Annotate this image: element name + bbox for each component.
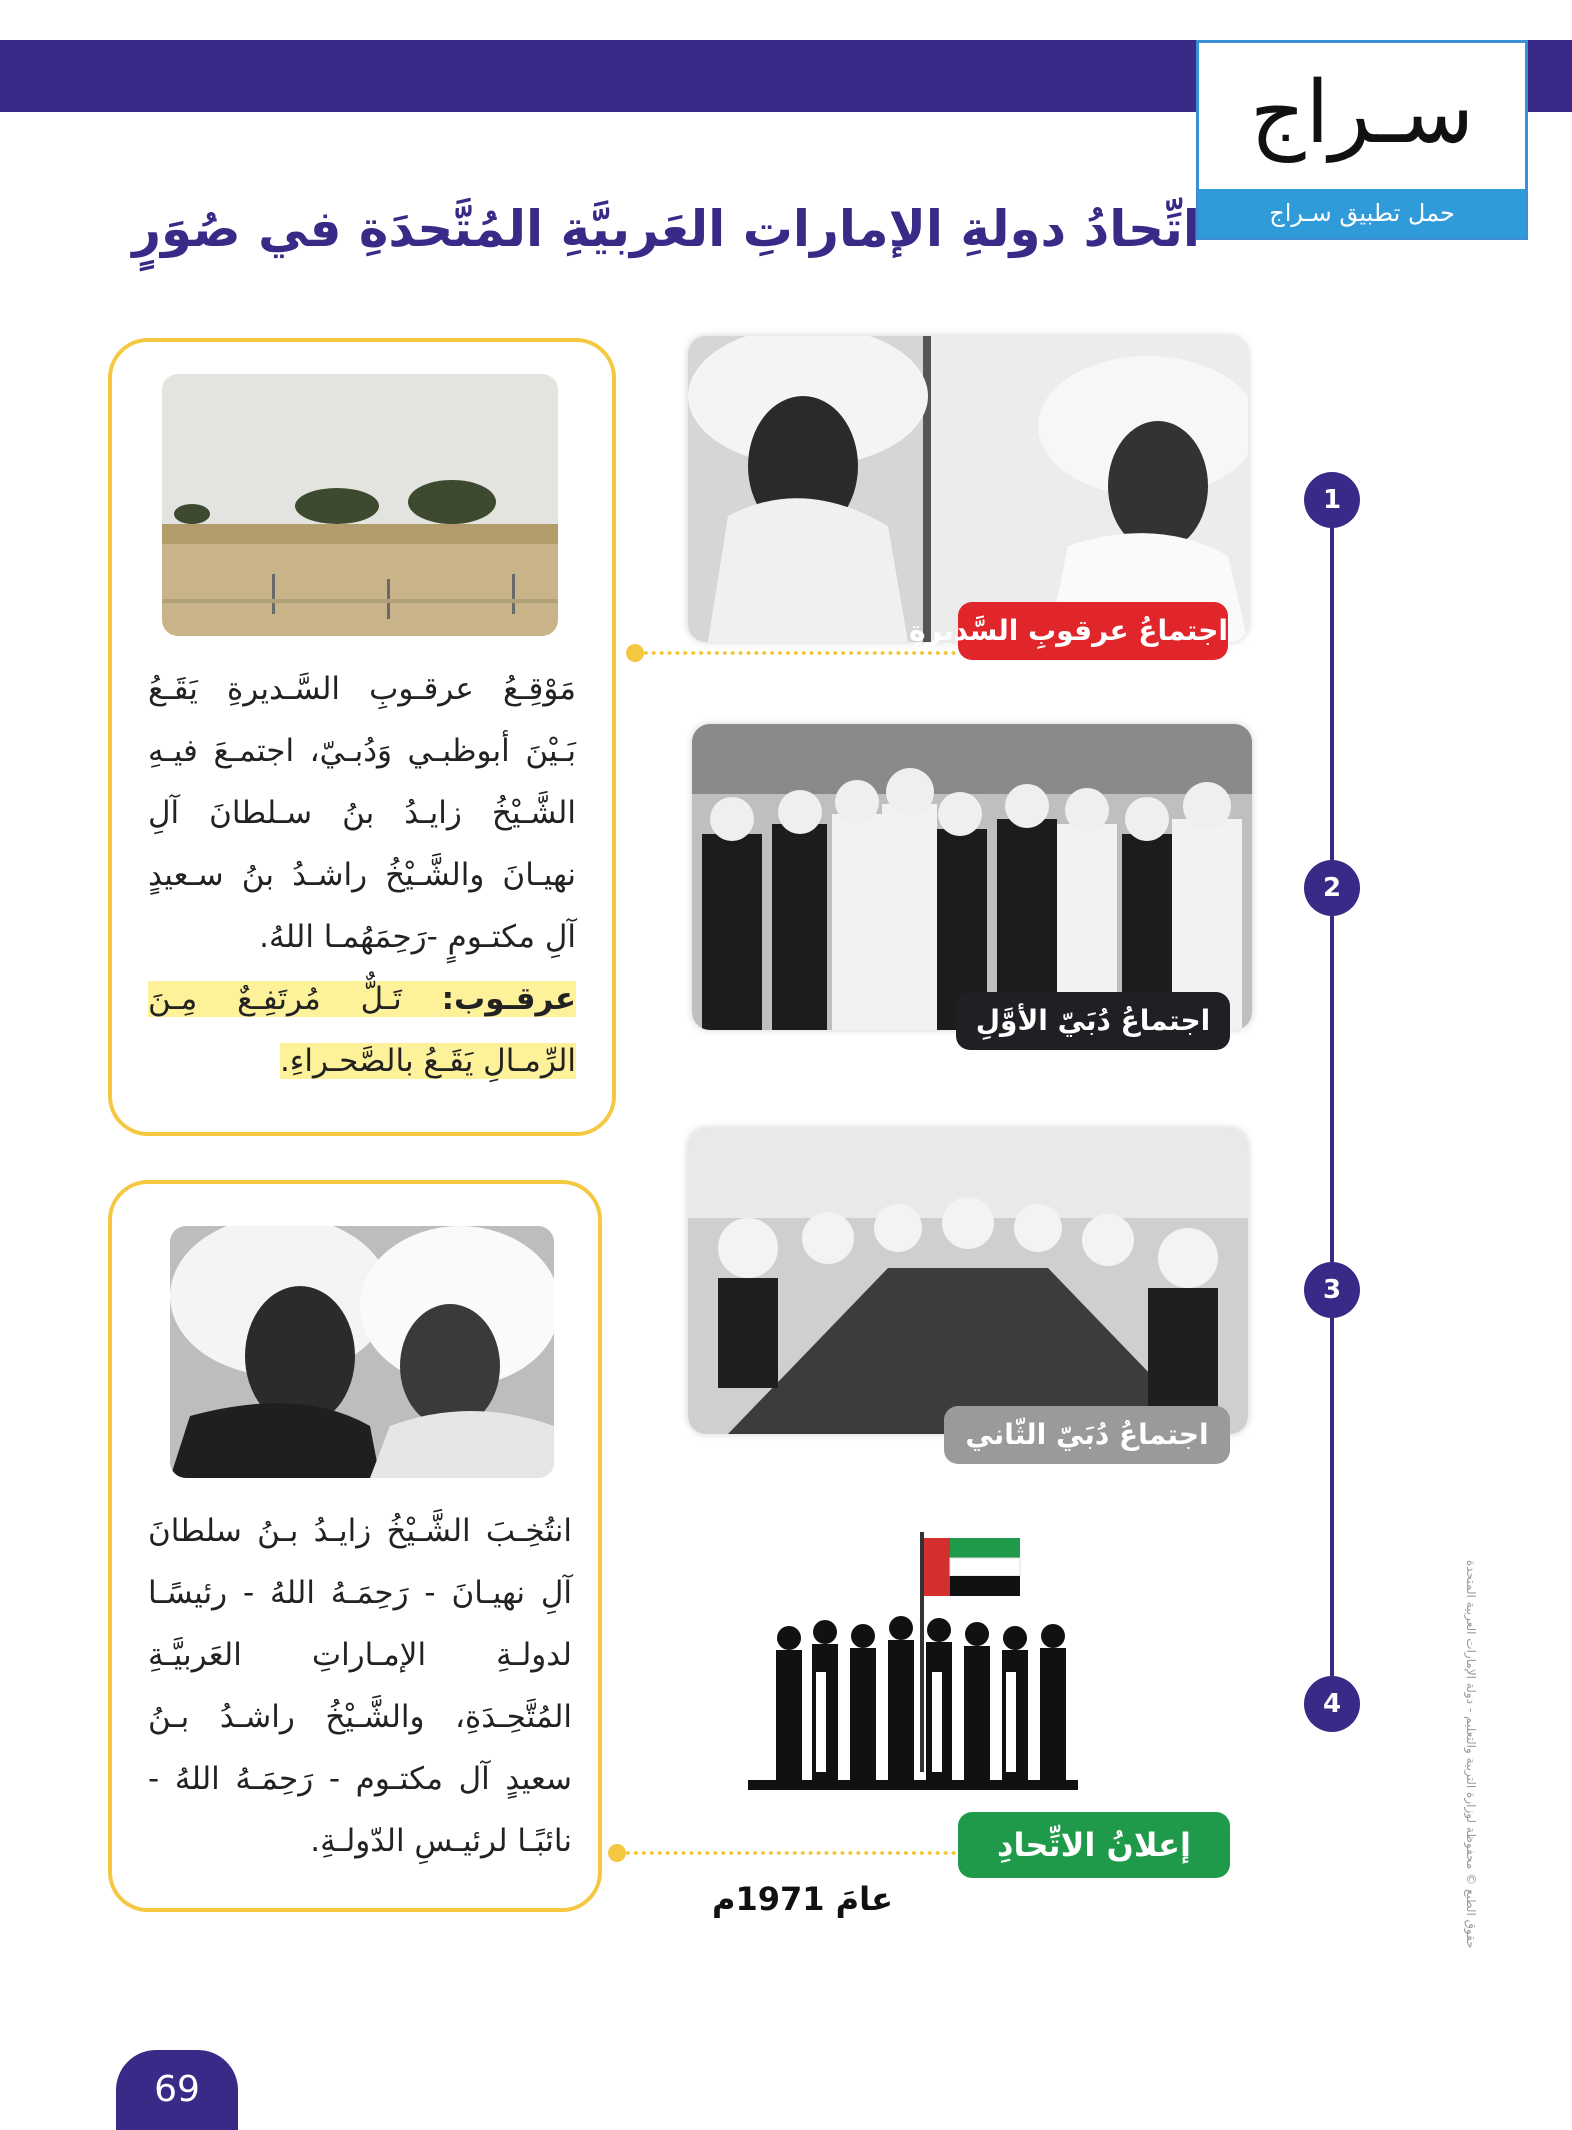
card1-glossary [148, 981, 576, 1079]
glossary-definition: تَـلٌّ مُرتَفِـعٌ مِـنَ الرِّمـالِ يَقَـعُ بالصَّحـراءِ. [148, 981, 576, 1079]
timeline-node-4: 4 [1304, 1676, 1360, 1732]
sheikhs-photo [170, 1226, 554, 1478]
timeline-node-3: 3 [1304, 1262, 1360, 1318]
timeline-line [1330, 500, 1334, 1710]
timeline-node-2: 2 [1304, 860, 1360, 916]
copyright-note: حقوق الطبع © محفوظة لوزارة التربية والتعليم - دولة الإمارات العربية المتحدة [1464, 1560, 1478, 1949]
glossary-term: عرقـوب: [441, 981, 576, 1017]
card1-text: مَوْقِـعُ عرقـوبِ السَّـديرةِ يَقَـعُ بَـيْنَ أبوظبـي وَدُبـيّ، اجتمـعَ فيـهِ الشَّـيْخُ زايـدُ بنُ سـلطانَ آلِ نهيـانَ والشَّـيْخُ راشـدُ بنُ سـعيدٍ آلِ مكتـومٍ -رَحِمَهُمـا اللهُ. [148, 671, 576, 955]
siraj-logo[interactable] [1196, 40, 1528, 240]
card1-body [148, 658, 576, 1092]
connector-4 [618, 1851, 956, 1855]
connector-1-dot [626, 644, 644, 662]
arqoub-photo [162, 374, 558, 636]
event2-label: اجتماعُ دُبَيّ الأوَّلِ [956, 992, 1230, 1050]
event3-label: اجتماعُ دُبَيّ الثّاني [944, 1406, 1230, 1464]
event1-label: اجتماعُ عرقوبِ السَّديرةِ [958, 602, 1228, 660]
connector-1 [636, 651, 956, 655]
event3-photo [688, 1128, 1248, 1434]
logo-tagline: حمل تطبيق سـراج [1199, 189, 1525, 237]
info-card-2 [108, 1180, 602, 1912]
info-card-1 [108, 338, 616, 1136]
connector-4-dot [608, 1844, 626, 1862]
card2-text: انتُخِـبَ الشَّـيْخُ زايـدُ بـنُ سلطانَ آلِ نهيـانَ - رَحِمَـهُ اللهُ - رئيسًـا لدولـةِ الإمـاراتِ العَربيَّـةِ المُتَّحِـدَةِ، والشَّـيْخُ راشـدُ بـنُ سعيدٍ آل مكتـوم - رَحِمَـهُ اللهُ - نائبًـا لرئيـسِ الدّولـةِ. [148, 1513, 572, 1859]
event2-photo [692, 724, 1252, 1030]
logo-word: سـراج [1249, 63, 1475, 163]
timeline-node-1: 1 [1304, 472, 1360, 528]
page-title: اتِّحادُ دولةِ الإماراتِ العَربيَّةِ المُتَّحدَةِ في صُوَرٍ [132, 200, 1200, 258]
page-number: 69 [116, 2050, 238, 2130]
year-label: عامَ 1971م [712, 1880, 893, 1918]
event1-photo [688, 336, 1248, 642]
event4-label: إعلانُ الاتِّحادِ [958, 1812, 1230, 1878]
event4-illustration [746, 1532, 1126, 1812]
